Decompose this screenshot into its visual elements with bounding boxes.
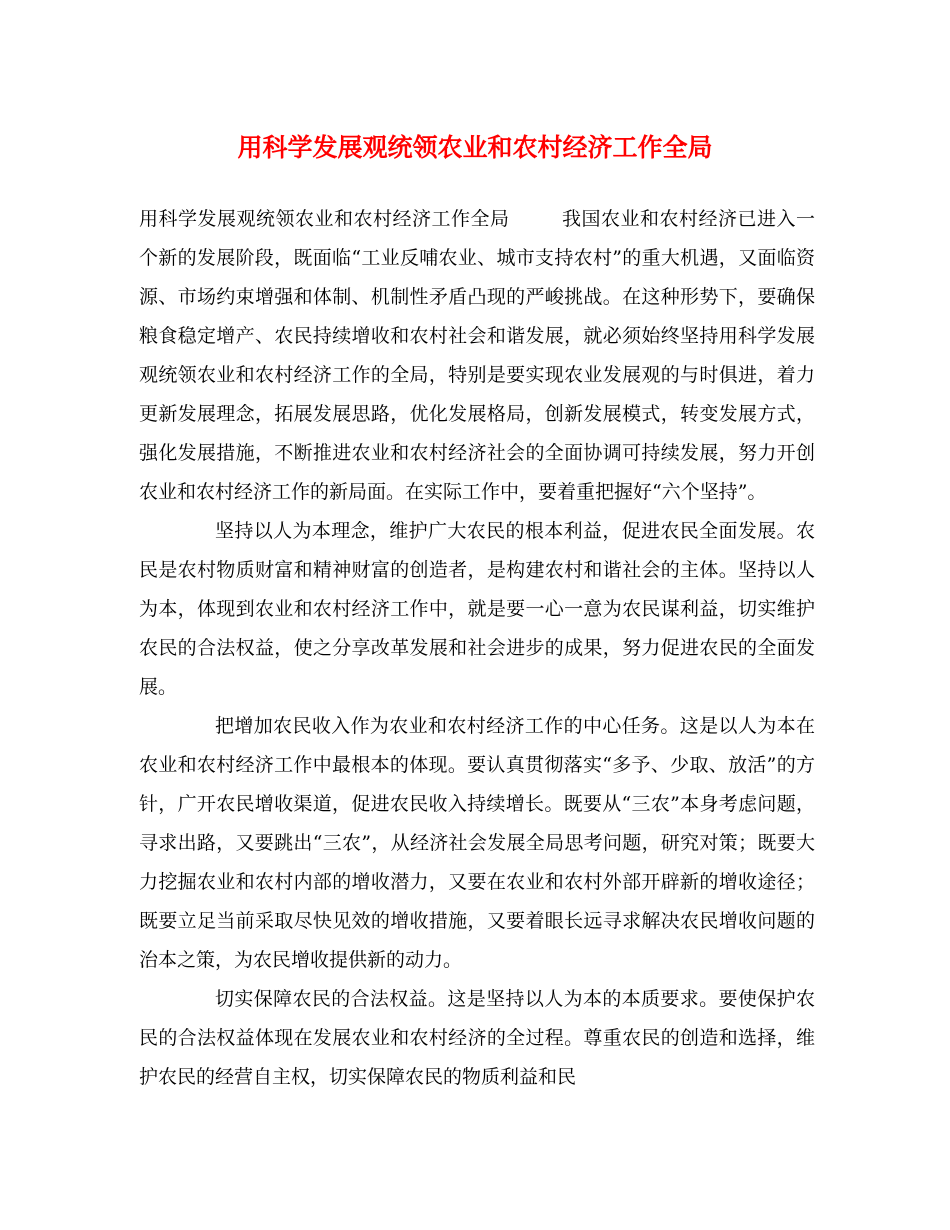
body-paragraph-3: 切实保障农民的合法权益。这是坚持以人为本的本质要求。要使保护农民的合法权益体现在发展农业和农村经济的全过程。尊重农民的创造和选择，维护农民的经营自主权，切实保障农民的物质利益和民	[139, 988, 815, 1088]
intro-lead: 用科学发展观统领农业和农村经济工作全局	[139, 208, 510, 230]
intro-paragraph	[139, 200, 815, 512]
body-paragraph-1: 坚持以人为本理念，维护广大农民的根本利益，促进农民全面发展。农民是农村物质财富和精神财富的创造者，是构建农村和谐社会的主体。坚持以人为本，体现到农业和农村经济工作中，就是要一心一意为农民谋利益，切实维护农民的合法权益，使之分享改革发展和社会进步的成果，努力促进农民的全面发展。	[139, 520, 815, 698]
intro-rest: 我国农业和农村经济已进入一个新的发展阶段，既面临“工业反哺农业、城市支持农村”的重大机遇，又面临资源、市场约束增强和体制、机制性矛盾凸现的严峻挑战。在这种形势下，要确保粮食稳定增产、农民持续增收和农村社会和谐发展，就必须始终坚持用科学发展观统领农业和农村经济工作的全局，特别是要实现农业发展观的与时俱进，着力更新发展理念，拓展发展思路，优化发展格局，创新发展模式，转变发展方式，强化发展措施，不断推进农业和农村经济社会的全面协调可持续发展，努力开创农业和农村经济工作的新局面。在实际工作中，要着重把握好“六个坚持”。	[139, 208, 815, 503]
document-title: 用科学发展观统领农业和农村经济工作全局	[237, 133, 713, 162]
body-paragraph-2: 把增加农民收入作为农业和农村经济工作的中心任务。这是以人为本在农业和农村经济工作中最根本的体现。要认真贯彻落实“多予、少取、放活”的方针，广开农民增收渠道，促进农民收入持续增长。既要从“三农”本身考虑问题，寻求出路，又要跳出“三农”，从经济社会发展全局思考问题，研究对策；既要大力挖掘农业和农村内部的增收潜力，又要在农业和农村外部开辟新的增收途径；既要立足当前采取尽快见效的增收措施，又要着眼长远寻求解决农民增收问题的治本之策，为农民增收提供新的动力。	[139, 715, 815, 971]
document-body	[139, 200, 815, 1097]
